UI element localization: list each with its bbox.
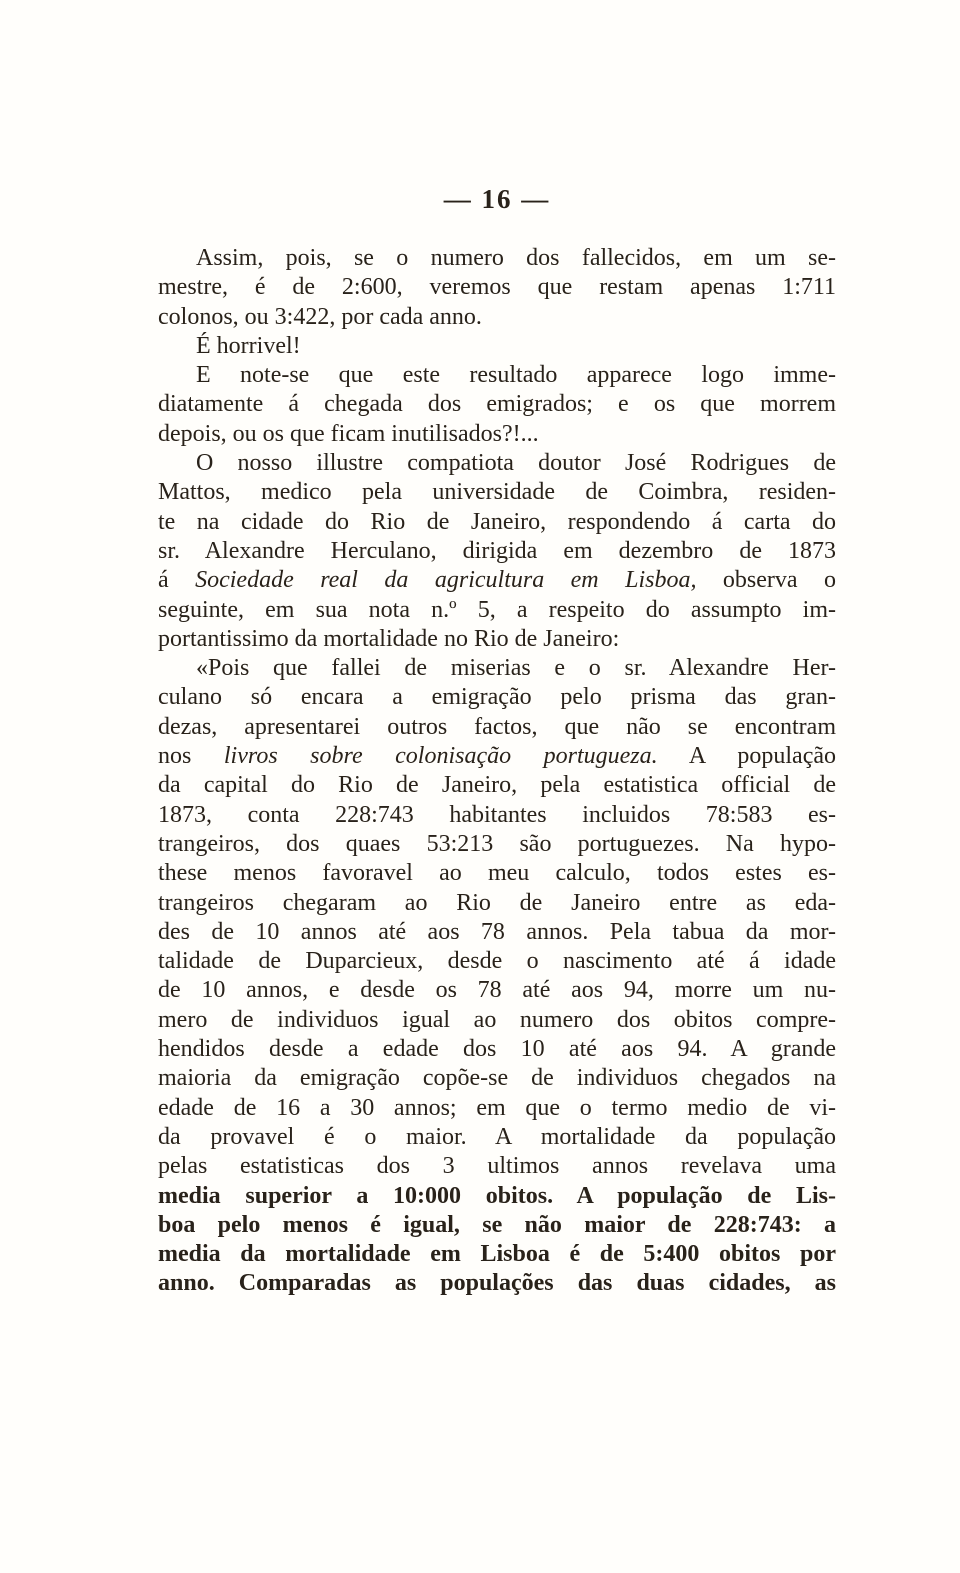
text-segment: colonos, ou 3:422, por cada anno. xyxy=(158,303,482,330)
text-line xyxy=(158,361,836,390)
page-text xyxy=(158,244,836,1299)
text-line xyxy=(158,801,836,830)
text-segment: portantissimo da mortalidade no Rio de Janeiro: xyxy=(158,625,620,652)
text-segment: sr. Alexandre Herculano, dirigida em dezembro de 1873 xyxy=(158,537,836,564)
text-line xyxy=(158,1035,836,1064)
text-line xyxy=(158,1152,836,1181)
italic-text-segment: livros sobre colonisação portugueza. xyxy=(223,743,658,770)
text-segment: des de 10 annos até aos 78 annos. Pela tabua da mor- xyxy=(158,918,836,945)
text-line xyxy=(158,889,836,918)
text-segment: «Pois que fallei de miserias e o sr. Alexandre Her- xyxy=(196,655,836,682)
text-segment: mestre, é de 2:600, veremos que restam apenas 1:711 xyxy=(158,274,836,301)
text-segment: media superior a 10:000 obitos. A população de Lis- xyxy=(158,1182,836,1209)
text-line xyxy=(158,625,836,654)
text-line xyxy=(158,537,836,566)
text-segment: boa pelo menos é igual, se não maior de 228:743: a xyxy=(158,1211,836,1238)
text-segment: trangeiros chegaram ao Rio de Janeiro entre as eda- xyxy=(158,889,836,916)
text-line xyxy=(158,273,836,302)
text-line xyxy=(158,976,836,1005)
text-segment: observa o xyxy=(696,567,836,594)
text-line xyxy=(158,596,836,625)
text-segment: culano só encara a emigração pelo prisma das gran- xyxy=(158,684,836,711)
text-line xyxy=(158,918,836,947)
text-segment: seguinte, em sua nota n.º 5, a respeito do assumpto im- xyxy=(158,596,836,623)
text-segment: da capital do Rio de Janeiro, pela estatistica official de xyxy=(158,772,836,799)
text-segment: Assim, pois, se o numero dos fallecidos, em um se- xyxy=(196,245,836,271)
text-line xyxy=(158,683,836,712)
text-segment: maioria da emigração copõe-se de individuos chegados na xyxy=(158,1065,836,1092)
text-line xyxy=(158,1064,836,1093)
text-line xyxy=(158,1211,836,1240)
text-line xyxy=(158,1240,836,1269)
text-line xyxy=(158,1006,836,1035)
text-segment: nos xyxy=(158,743,224,770)
text-line xyxy=(158,508,836,537)
text-line xyxy=(158,244,836,273)
text-segment: hendidos desde a edade dos 10 até aos 94. A grande xyxy=(158,1036,836,1063)
text-segment: depois, ou os que ficam inutilisados?!... xyxy=(158,420,539,447)
text-segment: these menos favoravel ao meu calculo, todos estes es- xyxy=(158,860,836,887)
text-line xyxy=(158,654,836,683)
page-number: — 16 — xyxy=(443,184,551,214)
italic-text-segment: Sociedade real da agricultura em Lisboa, xyxy=(195,567,697,594)
text-segment: edade de 16 a 30 annos; em que o termo medio de vi- xyxy=(158,1094,836,1121)
text-segment: talidade de Duparcieux, desde o nascimento até á idade xyxy=(158,948,836,975)
text-segment: anno. Comparadas as populações das duas cidades, as xyxy=(158,1270,836,1297)
text-segment: A população xyxy=(657,743,837,770)
text-line xyxy=(158,1269,836,1298)
text-segment: É horrivel! xyxy=(196,332,301,359)
text-line xyxy=(158,771,836,800)
text-line xyxy=(158,830,836,859)
text-line xyxy=(158,390,836,419)
text-segment: Mattos, medico pela universidade de Coimbra, residen- xyxy=(158,479,836,506)
text-segment: trangeiros, dos quaes 53:213 são portuguezes. Na hypo- xyxy=(158,830,836,857)
text-line xyxy=(158,303,836,332)
text-line xyxy=(158,566,836,595)
text-segment: 1873, conta 228:743 habitantes incluidos 78:583 es- xyxy=(158,801,836,828)
text-segment: diatamente á chegada dos emigrados; e os que morrem xyxy=(158,391,836,418)
text-segment: dezas, apresentarei outros factos, que não se encontram xyxy=(158,713,836,740)
text-line xyxy=(158,1094,836,1123)
text-segment: á xyxy=(158,567,196,594)
text-line xyxy=(158,742,836,771)
text-line xyxy=(158,478,836,507)
text-segment: de 10 annos, e desde os 78 até aos 94, morre um nu- xyxy=(158,977,836,1004)
text-line xyxy=(158,947,836,976)
text-segment: E note-se que este resultado apparece logo imme- xyxy=(196,362,836,389)
text-line xyxy=(158,332,836,361)
text-line xyxy=(158,420,836,449)
text-segment: mero de individuos igual ao numero dos obitos compre- xyxy=(158,1006,836,1033)
text-segment: media da mortalidade em Lisboa é de 5:400 obitos por xyxy=(158,1241,836,1268)
text-segment: te na cidade do Rio de Janeiro, respondendo á carta do xyxy=(158,508,836,535)
text-line xyxy=(158,449,836,478)
text-segment: da provavel é o maior. A mortalidade da população xyxy=(158,1123,836,1150)
text-segment: O nosso illustre compatiota doutor José Rodrigues de xyxy=(196,450,836,477)
text-segment: pelas estatisticas dos 3 ultimos annos revelava uma xyxy=(158,1153,836,1180)
text-line xyxy=(158,1182,836,1211)
text-line xyxy=(158,859,836,888)
text-line xyxy=(158,1123,836,1152)
text-line xyxy=(158,713,836,742)
